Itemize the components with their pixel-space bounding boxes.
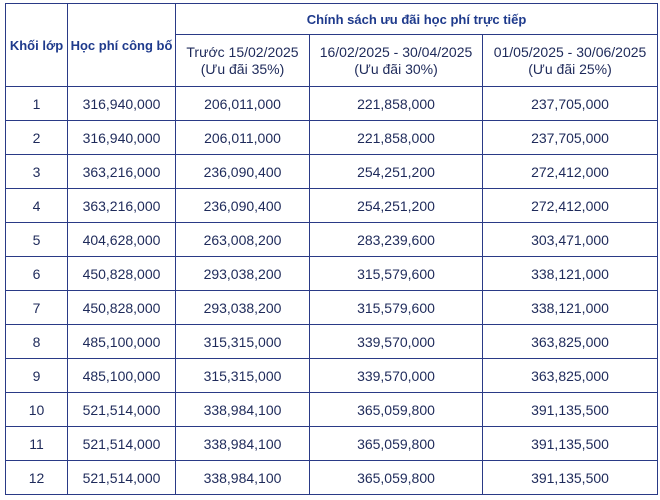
cell-published-fee: 450,828,000 <box>68 257 176 291</box>
cell-period-3: 338,121,000 <box>483 257 658 291</box>
cell-grade: 11 <box>6 427 68 461</box>
cell-grade: 1 <box>6 87 68 121</box>
cell-published-fee: 450,828,000 <box>68 291 176 325</box>
table-row <box>6 325 658 359</box>
cell-published-fee: 521,514,000 <box>68 461 176 495</box>
period-1-range: Trước 15/02/2025 <box>186 43 299 60</box>
cell-period-3: 272,412,000 <box>483 189 658 223</box>
tuition-table-container <box>5 3 658 495</box>
cell-period-3: 303,471,000 <box>483 223 658 257</box>
cell-period-2: 315,579,600 <box>310 257 483 291</box>
cell-period-1: 236,090,400 <box>176 155 310 189</box>
table-row <box>6 461 658 495</box>
header-row-top <box>6 4 658 35</box>
cell-period-3: 391,135,500 <box>483 461 658 495</box>
cell-grade: 4 <box>6 189 68 223</box>
period-2-range: 16/02/2025 - 30/04/2025 <box>319 43 473 60</box>
period-3-range: 01/05/2025 - 30/06/2025 <box>493 43 647 60</box>
cell-published-fee: 521,514,000 <box>68 427 176 461</box>
header-grade: Khối lớp <box>6 4 68 87</box>
table-row <box>6 359 658 393</box>
table-row <box>6 427 658 461</box>
cell-grade: 3 <box>6 155 68 189</box>
cell-period-1: 263,008,200 <box>176 223 310 257</box>
cell-grade: 12 <box>6 461 68 495</box>
cell-period-2: 365,059,800 <box>310 393 483 427</box>
table-row <box>6 189 658 223</box>
cell-period-2: 339,570,000 <box>310 359 483 393</box>
header-period-2 <box>310 35 483 87</box>
header-period-1 <box>176 35 310 87</box>
cell-grade: 7 <box>6 291 68 325</box>
header-period-3 <box>483 35 658 87</box>
cell-period-1: 206,011,000 <box>176 121 310 155</box>
cell-period-3: 237,705,000 <box>483 87 658 121</box>
cell-grade: 8 <box>6 325 68 359</box>
cell-period-1: 338,984,100 <box>176 393 310 427</box>
table-row <box>6 121 658 155</box>
cell-period-2: 254,251,200 <box>310 155 483 189</box>
cell-published-fee: 363,216,000 <box>68 189 176 223</box>
cell-period-3: 391,135,500 <box>483 427 658 461</box>
cell-published-fee: 485,100,000 <box>68 325 176 359</box>
cell-published-fee: 363,216,000 <box>68 155 176 189</box>
cell-period-2: 365,059,800 <box>310 461 483 495</box>
header-published-fee: Học phí công bố <box>68 4 176 87</box>
cell-published-fee: 404,628,000 <box>68 223 176 257</box>
cell-period-2: 315,579,600 <box>310 291 483 325</box>
table-row <box>6 291 658 325</box>
cell-period-2: 254,251,200 <box>310 189 483 223</box>
cell-period-1: 338,984,100 <box>176 461 310 495</box>
table-row <box>6 393 658 427</box>
period-1-discount: (Ưu đãi 35%) <box>200 60 285 77</box>
cell-grade: 2 <box>6 121 68 155</box>
period-2-discount: (Ưu đãi 30%) <box>354 60 438 77</box>
cell-period-2: 339,570,000 <box>310 325 483 359</box>
cell-period-1: 338,984,100 <box>176 427 310 461</box>
cell-grade: 9 <box>6 359 68 393</box>
cell-grade: 6 <box>6 257 68 291</box>
table-row <box>6 155 658 189</box>
cell-period-3: 363,825,000 <box>483 359 658 393</box>
period-3-discount: (Ưu đãi 25%) <box>528 60 612 77</box>
cell-published-fee: 521,514,000 <box>68 393 176 427</box>
cell-period-1: 293,038,200 <box>176 291 310 325</box>
table-row <box>6 257 658 291</box>
cell-period-3: 272,412,000 <box>483 155 658 189</box>
cell-published-fee: 316,940,000 <box>68 87 176 121</box>
table-row <box>6 223 658 257</box>
cell-grade: 10 <box>6 393 68 427</box>
cell-period-2: 221,858,000 <box>310 87 483 121</box>
table-row <box>6 87 658 121</box>
cell-published-fee: 316,940,000 <box>68 121 176 155</box>
cell-period-3: 391,135,500 <box>483 393 658 427</box>
cell-period-2: 365,059,800 <box>310 427 483 461</box>
cell-grade: 5 <box>6 223 68 257</box>
cell-period-2: 221,858,000 <box>310 121 483 155</box>
cell-period-1: 315,315,000 <box>176 359 310 393</box>
header-policy-group: Chính sách ưu đãi học phí trực tiếp <box>176 4 658 35</box>
cell-published-fee: 485,100,000 <box>68 359 176 393</box>
tuition-fee-table <box>5 3 658 495</box>
cell-period-1: 315,315,000 <box>176 325 310 359</box>
cell-period-1: 236,090,400 <box>176 189 310 223</box>
cell-period-3: 338,121,000 <box>483 291 658 325</box>
cell-period-2: 283,239,600 <box>310 223 483 257</box>
cell-period-3: 363,825,000 <box>483 325 658 359</box>
cell-period-1: 206,011,000 <box>176 87 310 121</box>
cell-period-1: 293,038,200 <box>176 257 310 291</box>
cell-period-3: 237,705,000 <box>483 121 658 155</box>
